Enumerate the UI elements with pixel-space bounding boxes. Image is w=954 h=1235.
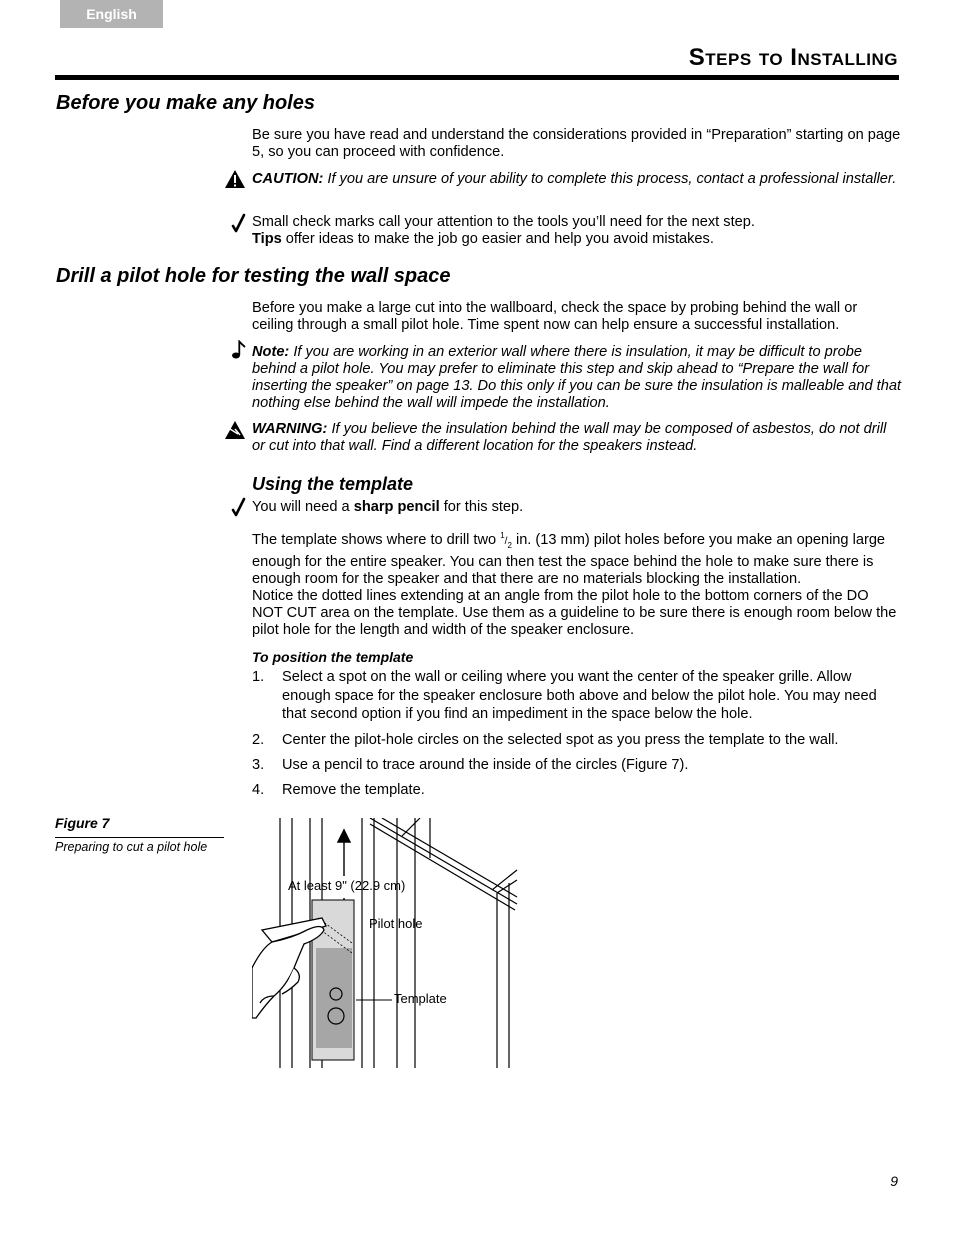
music-note-icon [224,340,246,360]
caution-icon [224,169,246,189]
check-mark-text: Small check marks call your attention to the tools you’ll need for the next step. [252,214,755,230]
check-mark-note [252,214,902,248]
tips-label: Tips [252,231,282,247]
tool-needed-suffix: for this step. [439,499,524,515]
drill-intro-paragraph: Before you make a large cut into the wallboard, check the space by probing behind the wall or ceiling through a small pilot hole. Time spent now can help ensure a successful installation. [252,300,858,333]
caution-text: If you are unsure of your ability to complete this process, contact a professional installer. [323,171,897,187]
step-text: Center the pilot-hole circles on the selected spot as you press the template to the wall. [282,732,839,748]
step-number: 3. [252,757,265,773]
section-heading-before-holes: Before you make any holes [56,92,315,114]
template-paragraph-2: Notice the dotted lines extending at an angle from the pilot hole to the bottom corners of the DO NOT CUT area on the template. Use them as a guideline to be sure there is enough room below the pilot hole for the length and width of the speaker enclosure. [252,588,897,638]
step-text: Select a spot on the wall or ceiling where you want the center of the speaker grille. Allow enough space for the speaker enclosure both above and below the pilot hole. You may need that second option if you find an impediment in the space below the hole. [282,669,877,722]
step-number: 1. [252,669,265,685]
procedure-step [252,731,902,750]
warning-label: WARNING: [252,421,328,437]
step-number: 4. [252,782,265,798]
figure-illustration [252,818,522,1073]
step-text: Remove the template. [282,782,425,798]
procedure-step [252,668,902,724]
pilot-hole-diagram [252,818,522,1073]
section-heading-drill-pilot-hole: Drill a pilot hole for testing the wall space [56,265,451,287]
subheading-using-template: Using the template [252,474,414,494]
figure-label-rule [55,837,224,838]
note-label: Note: [252,344,290,360]
procedure-step [252,781,902,800]
callout-template: Template [394,991,447,1006]
title-rule [55,75,899,80]
caution-note [252,171,902,188]
check-mark-icon [224,213,246,233]
tips-text: offer ideas to make the job go easier and help you avoid mistakes. [281,231,714,247]
insulation-note [252,344,902,412]
template-paragraph-1: The template shows where to drill two $^1/_2$ in. (13 mm) pilot holes before you make an opening large enough for the entire speaker. You can then test the space behind the hole to make sure there is enough room for the speaker and that there are no materials blocking the installation. [252,531,886,587]
warning-text: If you believe the insulation behind the wall may be composed of asbestos, do not drill or cut into that wall. Find a different location for the speakers instead. [252,421,887,454]
template-paragraph-1-start: The template shows where to drill two [252,531,501,548]
warning-icon [224,420,246,440]
procedure-heading: To position the template [252,649,414,665]
template-paragraph-1-end: in. (13 mm) pilot holes before you make an opening large enough for the entire speaker. You can then test the space behind the hole to make sure there is enough room for the speaker and that there are no materials blocking the installation. [252,531,886,587]
page-number: 9 [890,1173,898,1189]
asbestos-warning [252,421,902,455]
callout-distance: At least 9" (22.9 cm) [288,878,406,893]
tool-name: sharp pencil [353,499,440,515]
page-title: Steps to Installing [688,44,898,71]
callout-pilot-hole: Pilot hole [369,916,423,931]
intro-paragraph: Be sure you have read and understand the considerations provided in “Preparation” starting on page 5, so you can proceed with confidence. [252,127,901,160]
step-number: 2. [252,732,265,748]
fraction-denominator: 2 [507,540,512,550]
tool-needed-prefix: You will need a [252,499,354,515]
tool-needed [252,499,902,516]
figure-caption: Preparing to cut a pilot hole [55,840,208,854]
note-text: If you are working in an exterior wall where there is insulation, it may be difficult to probe behind a pilot hole. You may prefer to eliminate this step and skip ahead to “Prepare the wall for inserting the speaker” on page 13. Do this only if you can be sure the insulation is malleable and that nothing else behind the wall will impede the installation. [252,344,902,411]
language-tab: English [60,0,163,28]
fraction-numerator: 1 [500,531,505,540]
figure-label: Figure 7 [55,815,110,831]
caution-label: CAUTION: [252,171,324,187]
check-mark-icon [224,497,246,517]
step-text: Use a pencil to trace around the inside of the circles (Figure 7). [282,757,689,773]
procedure-step [252,756,902,775]
